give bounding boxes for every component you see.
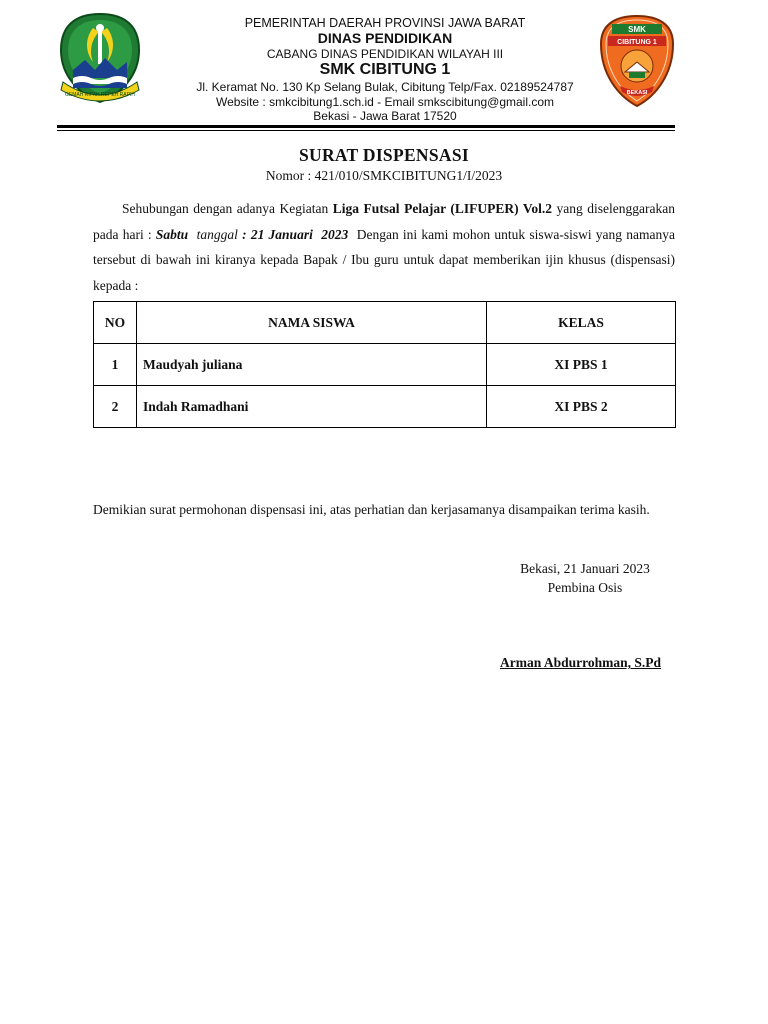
header-kelas: KELAS <box>487 302 676 344</box>
jawa-barat-emblem-icon <box>55 12 145 104</box>
badge-top-text: SMK <box>628 25 646 34</box>
letterhead-address: Jl. Keramat No. 130 Kp Selang Bulak, Cibitung Telp/Fax. 02189524787 <box>196 80 574 94</box>
letterhead-contact: Website : smkcibitung1.sch.id - Email smkscibitung@gmail.com <box>215 95 555 109</box>
row-student-name: Maudyah juliana <box>137 344 487 386</box>
header-nama-siswa: NAMA SISWA <box>137 302 487 344</box>
row-no: 2 <box>94 386 137 428</box>
row-class: XI PBS 1 <box>487 344 676 386</box>
letterhead-department: DINAS PENDIDIKAN <box>317 30 453 46</box>
para-text-3: tanggal <box>188 226 243 242</box>
badge-mid-text: CIBITUNG 1 <box>617 39 657 46</box>
letterhead-government: PEMERINTAH DAERAH PROVINSI JAWA BARAT <box>244 16 526 30</box>
para-text-2: yang diselenggarakan pada hari : <box>93 201 675 242</box>
row-student-name: Indah Ramadhani <box>137 386 487 428</box>
para-text-4: Dengan ini kami mohon untuk siswa-siswi yang namanya tersebut di bawah ini kiranya kepada Bapak / Ibu guru untuk dapat memberikan ijin khusus (dispensasi) kepada : <box>93 226 679 293</box>
signature-role: Pembina Osis <box>547 580 623 595</box>
row-class: XI PBS 2 <box>487 386 676 428</box>
row-no: 1 <box>94 344 137 386</box>
para-text-1: Sehubungan dengan adanya Kegiatan <box>122 201 333 216</box>
table-header-row <box>94 302 676 344</box>
event-day: Sabtu <box>155 226 189 242</box>
student-table <box>93 301 676 428</box>
table-row <box>94 386 676 428</box>
document-number: Nomor : 421/010/SMKCIBITUNG1/I/2023 <box>265 168 503 183</box>
letterhead-divider-thick <box>57 125 675 128</box>
letterhead-divider-thin <box>57 130 675 131</box>
emblem-ribbon-text: GEMAH RIPAH REPEH RAPIH <box>65 92 135 98</box>
document-title: SURAT DISPENSASI <box>299 145 469 165</box>
table-row <box>94 344 676 386</box>
letterhead-city: Bekasi - Jawa Barat 17520 <box>313 109 457 123</box>
signature-place-date: Bekasi, 21 Januari 2023 <box>520 561 650 576</box>
signatory-name: Arman Abdurrohman, S.Pd <box>499 655 662 670</box>
event-name: Liga Futsal Pelajar (LIFUPER) Vol.2 <box>332 201 552 216</box>
letterhead-branch: CABANG DINAS PENDIDIKAN WILAYAH III <box>266 47 504 61</box>
closing-paragraph: Demikian surat permohonan dispensasi ini, atas perhatian dan kerjasamanya disampaikan terima kasih. <box>93 502 650 517</box>
header-no: NO <box>94 302 137 344</box>
event-date: : 21 Januari 2023 <box>242 226 349 242</box>
letterhead-school-name: SMK CIBITUNG 1 <box>319 61 451 78</box>
badge-bottom-text: BEKASI <box>626 90 648 96</box>
body-paragraph <box>93 196 679 298</box>
